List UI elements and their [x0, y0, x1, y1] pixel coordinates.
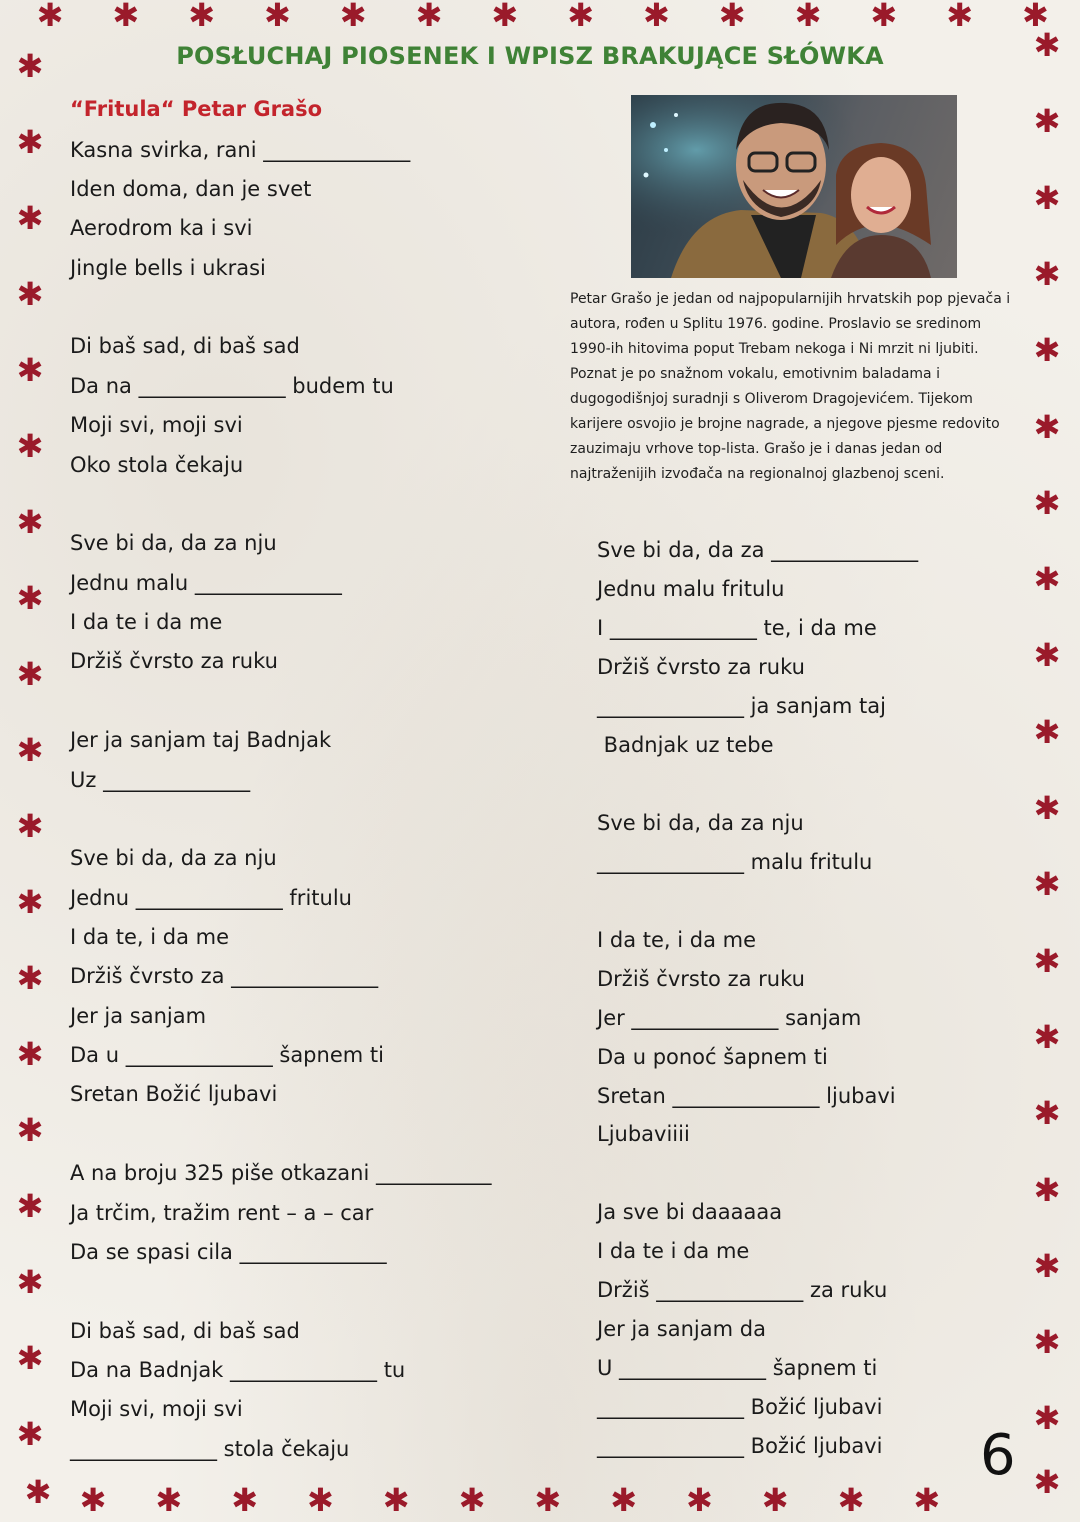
star-decoration: ✱	[263, 0, 291, 34]
star-decoration: ✱	[415, 0, 443, 34]
star-decoration: ✱	[1033, 331, 1061, 370]
star-decoration: ✱	[870, 0, 898, 34]
star-decoration: ✱	[642, 0, 670, 34]
lyric-line: Držiš čvrsto za ruku	[597, 967, 805, 991]
lyric-line: Jer ______________ sanjam	[597, 1006, 862, 1030]
lyric-line: I da te, i da me	[70, 925, 230, 949]
star-decoration: ✱	[794, 0, 822, 34]
star-decoration: ✱	[16, 1035, 44, 1073]
star-decoration: ✱	[16, 655, 44, 693]
lyric-line: Di baš sad, di baš sad	[70, 1319, 300, 1343]
lyric-line: Držiš ______________ za ruku	[597, 1278, 888, 1302]
lyric-line: Uz ______________	[70, 768, 251, 792]
star-decoration: ✱	[16, 1415, 44, 1453]
star-decoration: ✱	[946, 0, 973, 34]
star-decoration: ✱	[1033, 102, 1061, 141]
star-decoration: ✱	[1033, 254, 1061, 293]
lyric-line: Sve bi da, da za nju	[70, 531, 277, 555]
lyric-line: Da se spasi cila ______________	[70, 1240, 387, 1264]
lyric-line: ______________ Božić ljubavi	[597, 1434, 883, 1458]
star-decoration: ✱	[112, 0, 140, 34]
star-decoration: ✱	[1033, 483, 1061, 522]
star-decoration: ✱	[16, 123, 44, 161]
lyric-line: ______________ malu fritulu	[597, 850, 873, 874]
lyric-line: Da na ______________ budem tu	[70, 374, 394, 398]
artist-photo	[631, 95, 957, 278]
star-decoration: ✱	[306, 1481, 334, 1519]
star-decoration: ✱	[1033, 789, 1061, 827]
lyric-line: Oko stola čekaju	[70, 453, 244, 477]
star-decoration: ✱	[761, 1481, 789, 1519]
star-decoration: ✱	[16, 47, 44, 85]
star-decoration: ✱	[339, 0, 367, 34]
star-decoration: ✱	[685, 1481, 713, 1519]
star-decoration: ✱	[382, 1481, 410, 1519]
star-decoration: ✱	[16, 1187, 44, 1225]
star-decoration: ✱	[1033, 178, 1061, 217]
lyric-line: Jer ja sanjam	[70, 1004, 207, 1028]
lyric-line: ______________ stola čekaju	[70, 1437, 350, 1461]
lyric-line: I da te i da me	[70, 610, 223, 634]
star-decoration: ✱	[1033, 560, 1061, 599]
lyric-line: Da u ponoć šapnem ti	[597, 1045, 828, 1069]
lyric-line: I ______________ te, i da me	[597, 616, 877, 640]
lyric-line: Aerodrom ka i svi	[70, 216, 253, 240]
lyric-line: Da u ______________ šapnem ti	[70, 1043, 384, 1067]
artist-bio: Petar Grašo je jedan od najpopularnijih hrvatskih pop pjevača i autora, rođen u Splitu 1976. godine. Proslavio se sredinom 1990-ih hitovima poput Trebam nekoga i Ni mrzit ni ljubiti. Poznat je po snažnom vokalu, emotivnim baladama i dugogodišnjoj suradnji s Oliverom Dragojevićem. Tijekom karijere osvojio je brojne nagrade, a njegove pjesme redovito zauzimaju vrhove top-lista. Grašo je i danas jedan od najtraženijih izvođača na regionalnoj glazbenoj sceni.	[570, 291, 1011, 482]
star-decoration: ✱	[1033, 1094, 1061, 1133]
star-decoration: ✱	[1033, 712, 1061, 751]
lyric-line: Kasna svirka, rani ______________	[70, 138, 411, 162]
star-decoration: ✱	[188, 0, 215, 34]
page-title: POSŁUCHAJ PIOSENEK I WPISZ BRAKUJĄCE SŁÓWKA	[176, 42, 884, 70]
star-decoration: ✱	[16, 427, 44, 465]
lyric-line: ______________ Božić ljubavi	[597, 1395, 883, 1419]
lyric-line: U ______________ šapnem ti	[597, 1356, 878, 1380]
star-decoration: ✱	[1033, 1246, 1061, 1285]
song-title: “Fritula“ Petar Grašo	[70, 97, 323, 121]
star-decoration: ✱	[16, 807, 44, 845]
page-number: 6	[980, 1423, 1016, 1488]
star-decoration: ✱	[16, 883, 44, 921]
lyric-line: Jingle bells i ukrasi	[70, 256, 266, 280]
star-decoration: ✱	[567, 0, 594, 34]
star-decoration: ✱	[491, 0, 519, 34]
star-decoration: ✱	[231, 1481, 258, 1519]
lyric-line: Držiš čvrsto za ______________	[70, 964, 379, 988]
star-decoration: ✱	[1033, 1323, 1061, 1362]
star-decoration: ✱	[1033, 1170, 1061, 1209]
lyric-line: Di baš sad, di baš sad	[70, 334, 300, 358]
lyric-line: Jer ja sanjam da	[597, 1317, 766, 1341]
lyric-line: Jednu malu fritulu	[597, 577, 785, 601]
star-decoration: ✱	[1033, 865, 1061, 904]
lyric-line: Sve bi da, da za ______________	[597, 538, 919, 562]
star-decoration: ✱	[36, 0, 64, 34]
star-decoration: ✱	[16, 199, 44, 237]
star-decoration: ✱	[16, 275, 44, 313]
lyric-line: Da na Badnjak ______________ tu	[70, 1358, 406, 1382]
star-decoration: ✱	[16, 731, 44, 769]
lyric-line: Jednu malu ______________	[70, 571, 342, 595]
star-decoration: ✱	[24, 1473, 52, 1511]
star-decoration: ✱	[1033, 1463, 1061, 1501]
lyric-line: A na broju 325 piše otkazani ___________	[70, 1161, 492, 1185]
star-decoration: ✱	[718, 0, 746, 34]
lyric-line: Jer ja sanjam taj Badnjak	[70, 728, 332, 752]
lyric-line: Ja sve bi daaaaaa	[597, 1200, 783, 1224]
star-decoration: ✱	[155, 1481, 183, 1519]
lyric-line: Ljubaviiii	[597, 1122, 690, 1146]
lyric-line: Ja trčim, tražim rent – a – car	[70, 1201, 374, 1225]
lyric-line: Držiš čvrsto za ruku	[597, 655, 805, 679]
star-decoration: ✱	[913, 1481, 941, 1519]
star-decoration: ✱	[1033, 26, 1061, 64]
lyric-line: ______________ ja sanjam taj	[597, 694, 886, 718]
artist-photo-illustration	[631, 95, 957, 278]
lyric-line: Jednu ______________ fritulu	[70, 886, 352, 910]
lyric-line: Moji svi, moji svi	[70, 413, 243, 437]
star-decoration: ✱	[16, 1339, 44, 1377]
lyric-line: Sretan Božić ljubavi	[70, 1082, 278, 1106]
star-decoration: ✱	[16, 351, 44, 389]
star-decoration: ✱	[837, 1481, 865, 1519]
star-decoration: ✱	[16, 959, 44, 997]
lyric-line: Moji svi, moji svi	[70, 1397, 243, 1421]
lyric-line: Sretan ______________ ljubavi	[597, 1084, 896, 1108]
star-decoration: ✱	[1033, 941, 1061, 980]
star-decoration: ✱	[610, 1481, 637, 1519]
star-decoration: ✱	[458, 1481, 486, 1519]
lyric-line: Sve bi da, da za nju	[597, 811, 804, 835]
star-decoration: ✱	[1033, 1017, 1061, 1056]
lyric-line: Iden doma, dan je svet	[70, 177, 312, 201]
star-decoration: ✱	[1033, 1399, 1061, 1438]
star-decoration: ✱	[534, 1481, 562, 1519]
star-decoration: ✱	[16, 1111, 44, 1149]
lyric-line: Sve bi da, da za nju	[70, 846, 277, 870]
star-decoration: ✱	[1033, 636, 1061, 675]
lyric-line: I da te, i da me	[597, 928, 757, 952]
star-decoration: ✱	[1033, 407, 1061, 446]
star-decoration: ✱	[1021, 0, 1049, 34]
star-decoration: ✱	[16, 1263, 44, 1301]
star-decoration: ✱	[16, 579, 44, 617]
star-decoration: ✱	[16, 503, 44, 541]
star-decoration: ✱	[79, 1481, 107, 1519]
lyric-line: Držiš čvrsto za ruku	[70, 649, 278, 673]
lyric-line: I da te i da me	[597, 1239, 750, 1263]
lyric-line: Badnjak uz tebe	[597, 733, 774, 757]
